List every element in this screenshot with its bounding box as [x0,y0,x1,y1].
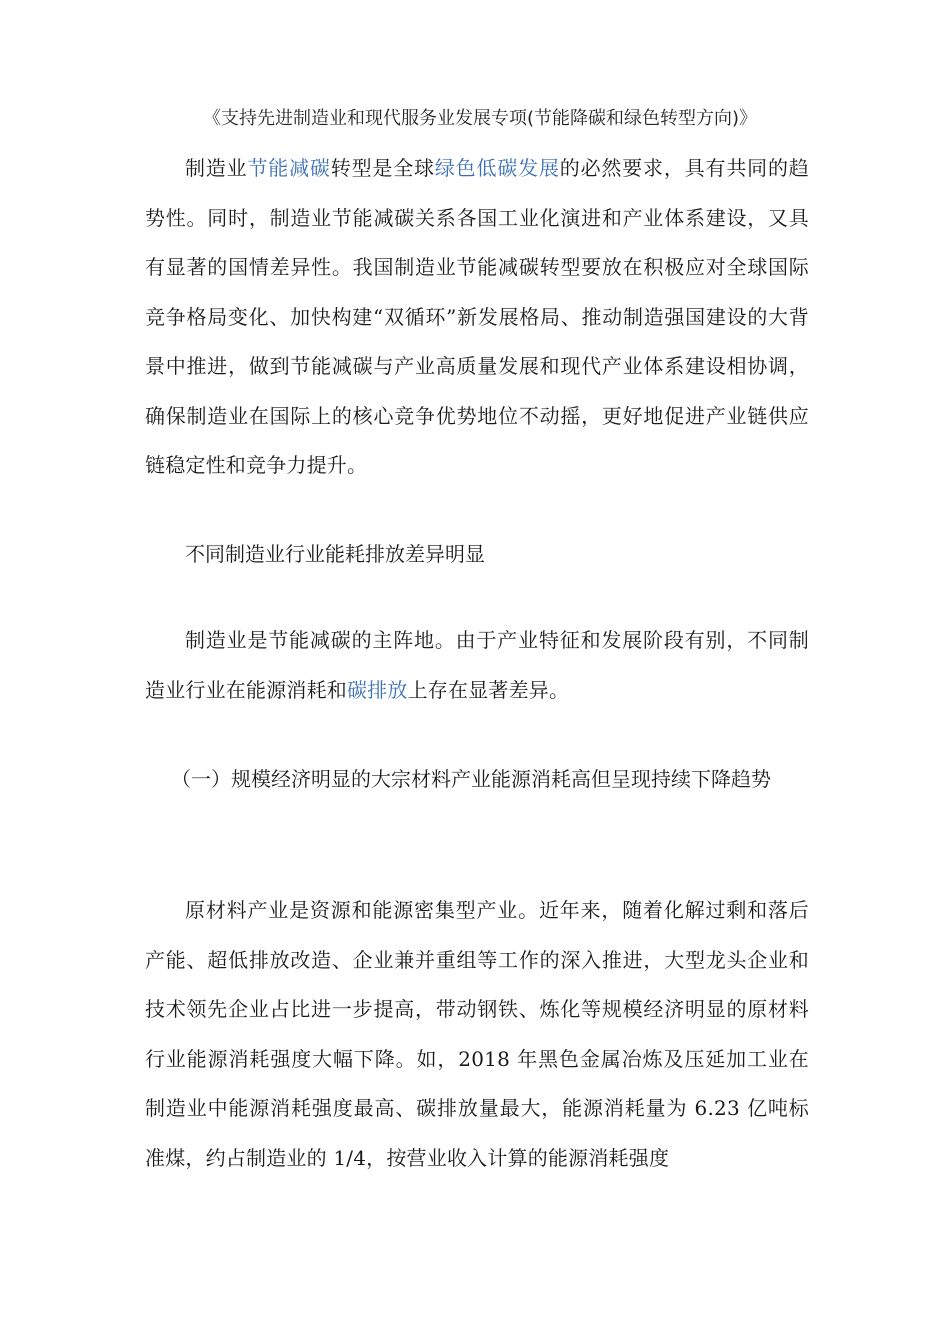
paragraph-text: 的必然要求，具有共同的趋势性。同时，制造业节能减碳关系各国工业化演进和产业体系建设，又具有显著的国情差异性。我国制造业节能减碳转型要放在积极应对全球国际竞争格局变化、加快构建“双循环”新发展格局、推动制造强国建设的大背景中推进，做到节能减碳与产业高质量发展和现代产业体系建设相协调，确保制造业在国际上的核心竞争优势地位不动摇，更好地促进产业链供应链稳定性和竞争力提升。 [145,156,809,477]
paragraph-main-battlefield [145,616,809,715]
paragraph-text: 上存在显著差异。 [407,677,570,702]
paragraph-intro [145,144,809,491]
paragraph-raw-materials: 原材料产业是资源和能源密集型产业。近年来，随着化解过剩和落后产能、超低排放改造、企业兼并重组等工作的深入推进，大型龙头企业和技术领先企业占比进一步提高，带动钢铁、炼化等规模经济明显的原材料行业能源消耗强度大幅下降。如，2018 年黑色金属冶炼及压延加工业在制造业中能源消耗强度最高、碳排放量最大，能源消耗量为 6.23 亿吨标准煤，约占制造业的 1/4，按营业收入计算的能源消耗强度 [145,898,809,1170]
subsection-heading: （一）规模经济明显的大宗材料产业能源消耗高但呈现持续下降趋势 [171,767,771,791]
paragraph-text: 制造业 [185,156,248,180]
paragraph-text: 制造业是节能减碳的主阵地。由于产业特征和发展阶段有别，不同制造业行业在能源消耗和 [145,628,809,702]
section-heading: 不同制造业行业能耗排放差异明显 [185,542,485,566]
paragraph-text: 转型是全球 [330,156,435,180]
keyword-link-carbon-emission[interactable]: 碳排放 [347,677,408,702]
keyword-link-energy-saving[interactable]: 节能减碳 [247,156,331,180]
keyword-link-green-low-carbon[interactable]: 绿色低碳发展 [434,156,560,180]
document-title: 《支持先进制造业和现代服务业发展专项(节能降碳和绿色转型方向)》 [202,108,758,129]
